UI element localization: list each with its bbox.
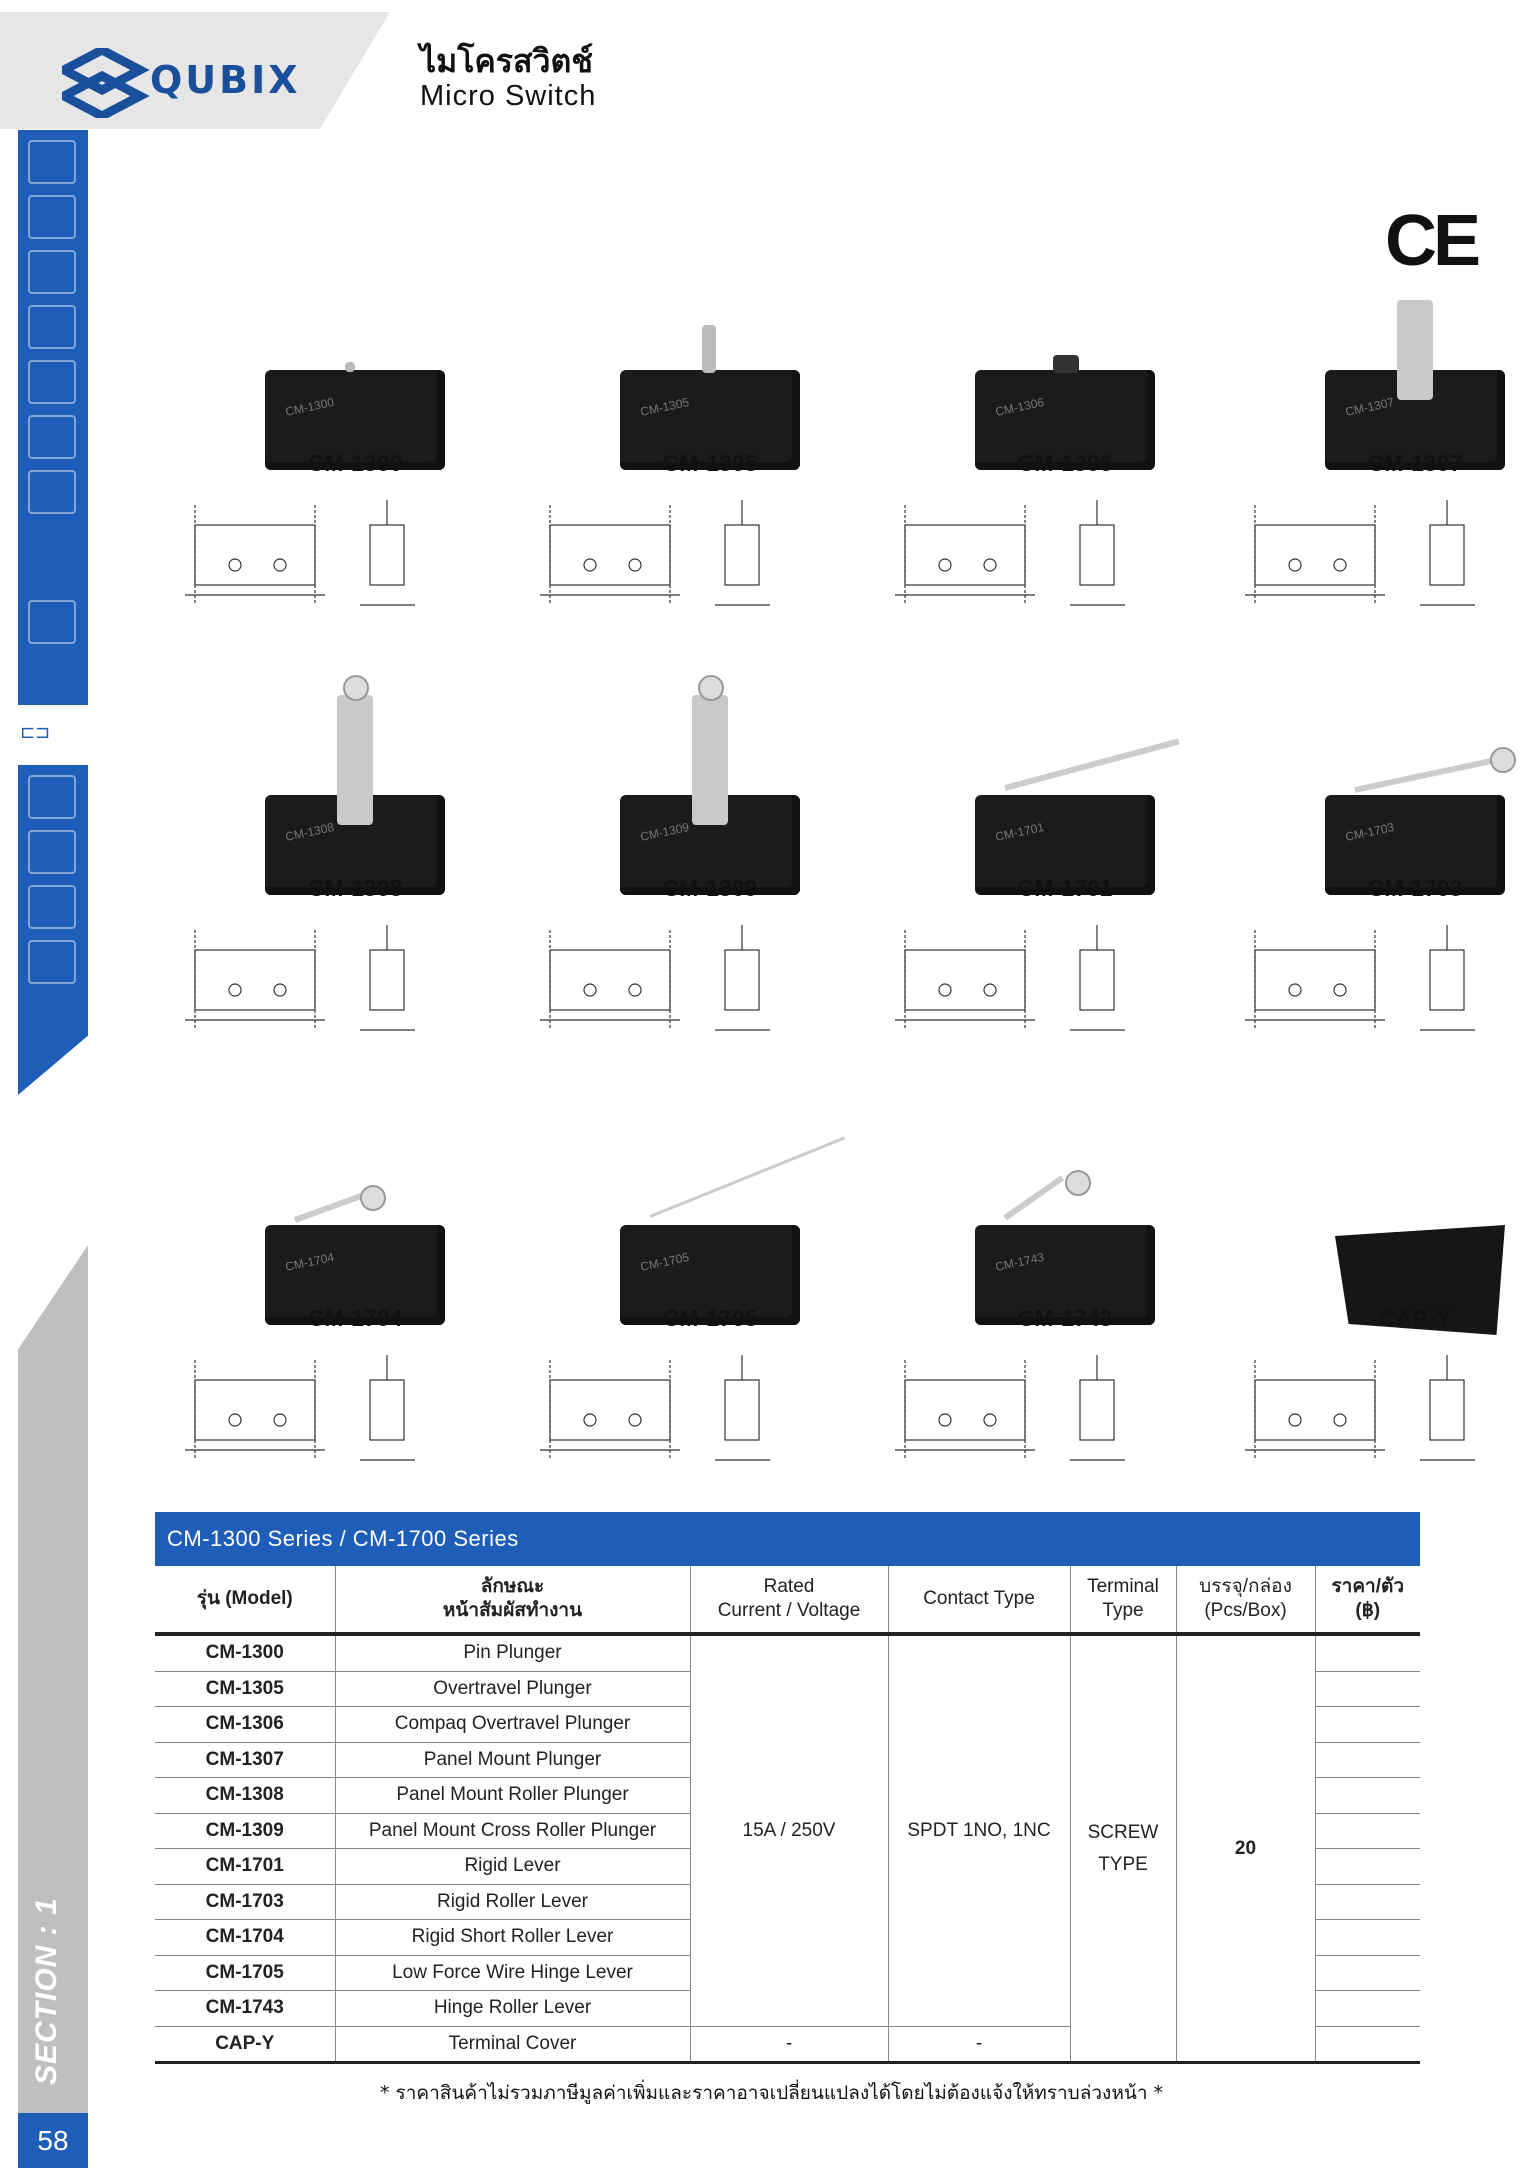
switch-icon: ⊏⊐ [20,722,51,743]
col-header-feature: ลักษณะ หน้าสัมผัสทำงาน [335,1566,690,1634]
table-title: CM-1300 Series / CM-1700 Series [155,1512,1420,1566]
feature-cell: Pin Plunger [335,1634,690,1671]
feature-cell: Terminal Cover [335,2026,690,2063]
dimension-drawing [865,1340,1165,1500]
price-cell [1315,1742,1420,1778]
product-model-label: CM-1705 [662,1305,758,1331]
price-cell [1315,1849,1420,1885]
price-cell [1315,1707,1420,1743]
product-photo-label: CM-1701 [994,820,1046,844]
product-card [915,330,1215,480]
section-label: SECTION : 1 [30,1897,63,2085]
price-cell [1315,1778,1420,1814]
product-model-label: CM-1308 [307,875,403,901]
product-model-label: CM-1300 [307,450,403,476]
product-card [1265,1185,1538,1335]
price-cell [1315,1634,1420,1671]
gear-icon [28,885,76,929]
feature-cell: Rigid Lever [335,1849,690,1885]
product-model-label: CM-1305 [662,450,758,476]
table-row [155,1634,1420,1671]
terminal-line-1: SCREW [1087,1821,1159,1843]
ce-mark: CE [1385,201,1478,281]
dimension-drawing [1215,910,1515,1070]
dimension-drawing [1215,485,1515,645]
rated-cell: - [690,2026,888,2063]
dimension-drawing [865,910,1165,1070]
contact-cell: - [888,2026,1070,2063]
col-header-contact: Contact Type [888,1566,1070,1634]
product-photo-label: CM-1300 [284,395,336,419]
model-cell: CAP-Y [155,2026,335,2063]
dimension-drawing [1215,1340,1515,1500]
product-model-label: CM-1309 [662,875,758,901]
price-footnote: * ราคาสินค้าไม่รวมภาษีมูลค่าเพิ่มและราคาอาจเปลี่ยนแปลงได้โดยไม่ต้องแจ้งให้ทราบล่วงหน้า * [380,2082,1164,2104]
product-card [560,330,860,480]
dimension-drawing [510,910,810,1070]
model-cell: CM-1306 [155,1707,335,1743]
feature-cell: Rigid Short Roller Lever [335,1920,690,1956]
price-cell [1315,1955,1420,1991]
col-header-rated: Rated Current / Voltage [690,1566,888,1634]
panel-icon [28,830,76,874]
model-cell: CM-1703 [155,1884,335,1920]
product-photo-label: CM-1705 [639,1250,691,1274]
dial-icon [28,940,76,984]
meter-icon [28,140,76,184]
product-card [560,1185,860,1335]
probe-icon [28,600,76,644]
product-photo-label: CM-1743 [994,1250,1046,1274]
product-model-label: CAP-Y [1379,1305,1451,1331]
product-photo-label: CM-1704 [284,1250,336,1274]
product-model-label: CM-1307 [1367,450,1463,476]
product-card [915,755,1215,905]
price-cell [1315,2026,1420,2063]
product-photo-label: CM-1308 [284,820,336,844]
rated-cell: 15A / 250V [690,1634,888,2026]
monitor-icon [28,775,76,819]
product-card [1265,330,1538,480]
product-model-label: CM-1743 [1017,1305,1113,1331]
dimension-drawing [510,1340,810,1500]
product-card [560,755,860,905]
dimension-drawing [155,910,455,1070]
page-title-thai: ไมโครสวิตช์ [420,42,593,80]
feature-cell: Hinge Roller Lever [335,1991,690,2027]
feature-cell: Panel Mount Cross Roller Plunger [335,1813,690,1849]
feature-cell: Panel Mount Plunger [335,1742,690,1778]
page-number: 58 [18,2113,88,2168]
col-header-price: ราคา/ตัว (฿) [1315,1566,1420,1634]
feature-cell: Compaq Overtravel Plunger [335,1707,690,1743]
product-card [205,755,505,905]
price-cell [1315,1884,1420,1920]
dimension-drawing [510,485,810,645]
dimension-drawing [155,485,455,645]
relay-icon [28,360,76,404]
product-model-label: CM-1704 [307,1305,403,1331]
model-cell: CM-1704 [155,1920,335,1956]
brand-name: QUBIX [150,58,301,102]
product-photo-label: CM-1307 [1344,395,1396,419]
model-cell: CM-1309 [155,1813,335,1849]
socket-icon [28,195,76,239]
product-model-label: CM-1701 [1017,875,1113,901]
product-card [205,1185,505,1335]
product-card [1265,755,1538,905]
col-header-model: รุ่น (Model) [155,1566,335,1634]
col-header-pcs: บรรจุ/กล่อง (Pcs/Box) [1176,1566,1315,1634]
feature-cell: Low Force Wire Hinge Lever [335,1955,690,1991]
spec-table [155,1566,1420,2064]
model-cell: CM-1743 [155,1991,335,2027]
connector-icon [28,305,76,349]
terminal-block-icon [28,470,76,514]
model-cell: CM-1305 [155,1671,335,1707]
price-cell [1315,1813,1420,1849]
dimension-drawing [155,1340,455,1500]
model-cell: CM-1307 [155,1742,335,1778]
feature-cell: Overtravel Plunger [335,1671,690,1707]
terminal-line-2: TYPE [1098,1853,1148,1875]
dimension-drawing [865,485,1165,645]
feature-cell: Rigid Roller Lever [335,1884,690,1920]
product-model-label: CM-1306 [1017,450,1113,476]
model-cell: CM-1701 [155,1849,335,1885]
product-photo-label: CM-1309 [639,820,691,844]
sensor-icon [28,250,76,294]
price-cell [1315,1920,1420,1956]
model-cell: CM-1308 [155,1778,335,1814]
col-header-terminal: Terminal Type [1070,1566,1176,1634]
product-photo-label: CM-1305 [639,395,691,419]
product-model-label: CM-1703 [1367,875,1463,901]
model-cell: CM-1300 [155,1634,335,1671]
model-cell: CM-1705 [155,1955,335,1991]
product-photo-label: CM-1703 [1344,820,1396,844]
feature-cell: Panel Mount Roller Plunger [335,1778,690,1814]
price-cell [1315,1991,1420,2027]
cube-icon [28,415,76,459]
terminal-cell [1070,1634,1176,2063]
pcs-cell: 20 [1176,1634,1315,2063]
price-cell [1315,1671,1420,1707]
product-photo-label: CM-1306 [994,395,1046,419]
page-title-english: Micro Switch [420,80,597,112]
contact-cell: SPDT 1NO, 1NC [888,1634,1070,2026]
product-card [915,1185,1215,1335]
product-card [205,330,505,480]
